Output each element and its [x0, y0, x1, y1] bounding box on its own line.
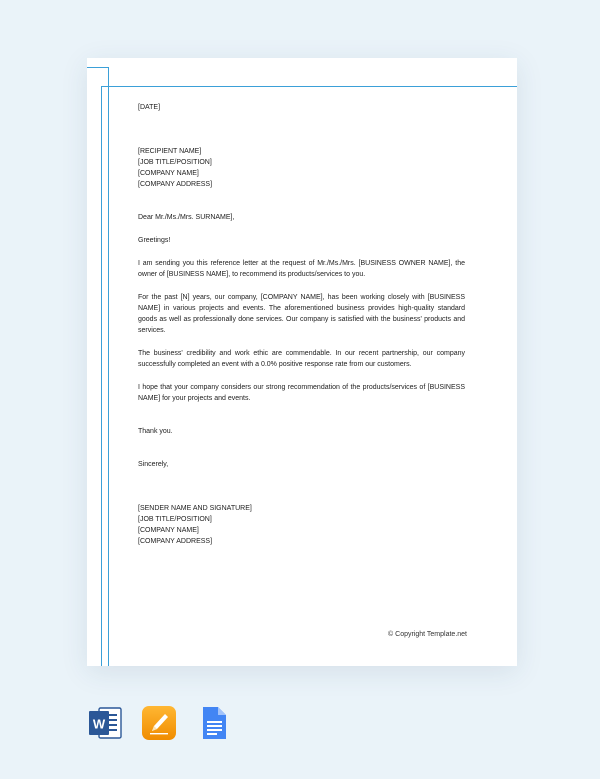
sender-line: [JOB TITLE/POSITION]: [138, 516, 212, 523]
sender-line: [SENDER NAME AND SIGNATURE]: [138, 505, 252, 512]
paragraph: I am sending you this reference letter at the request of Mr./Ms./Mrs. [BUSINESS OWNER NAME], the owner of [BUSINESS NAME], to recommend its products/services to you.: [138, 260, 465, 278]
word-icon-letter: W: [92, 716, 106, 732]
letter-date: [DATE]: [138, 104, 161, 111]
border-line: [101, 86, 517, 87]
google-docs-icon[interactable]: [196, 705, 232, 741]
recipient-block: [138, 146, 465, 190]
border-line: [101, 86, 102, 666]
sender-block: [138, 503, 465, 547]
letter-page: [87, 58, 517, 666]
recipient-line: [COMPANY ADDRESS]: [138, 181, 213, 188]
recipient-line: [RECIPIENT NAME]: [138, 148, 202, 155]
app-icons-row: [0, 705, 600, 745]
greeting: Greetings!: [138, 237, 171, 244]
closing-line: Sincerely,: [138, 461, 169, 468]
border-line: [87, 67, 109, 68]
salutation: Dear Mr./Ms./Mrs. SURNAME],: [138, 214, 235, 221]
copyright-notice: © Copyright Template.net: [388, 631, 467, 638]
paragraph: The business' credibility and work ethic are commendable. In our recent partnership, our company successfully completed an event with a 0.0% positive response rate from our customers.: [138, 350, 465, 368]
border-line: [108, 67, 109, 666]
recipient-line: [COMPANY NAME]: [138, 170, 199, 177]
sender-line: [COMPANY ADDRESS]: [138, 538, 213, 545]
word-icon[interactable]: [87, 705, 123, 741]
thanks-line: Thank you.: [138, 428, 173, 435]
recipient-line: [JOB TITLE/POSITION]: [138, 159, 212, 166]
pages-icon[interactable]: [141, 705, 177, 741]
letter-body: [138, 102, 465, 547]
paragraph: For the past [N] years, our company, [COMPANY NAME], has been working closely with [BUSINESS NAME] in various projects and events. The aforementioned business provides high-quality standard goods as well as professionally done services. Our company is satisfied with the business' products and services.: [138, 294, 465, 334]
paragraph: I hope that your company considers our strong recommendation of the products/services of [BUSINESS NAME] for your projects and events.: [138, 384, 465, 402]
sender-line: [COMPANY NAME]: [138, 527, 199, 534]
